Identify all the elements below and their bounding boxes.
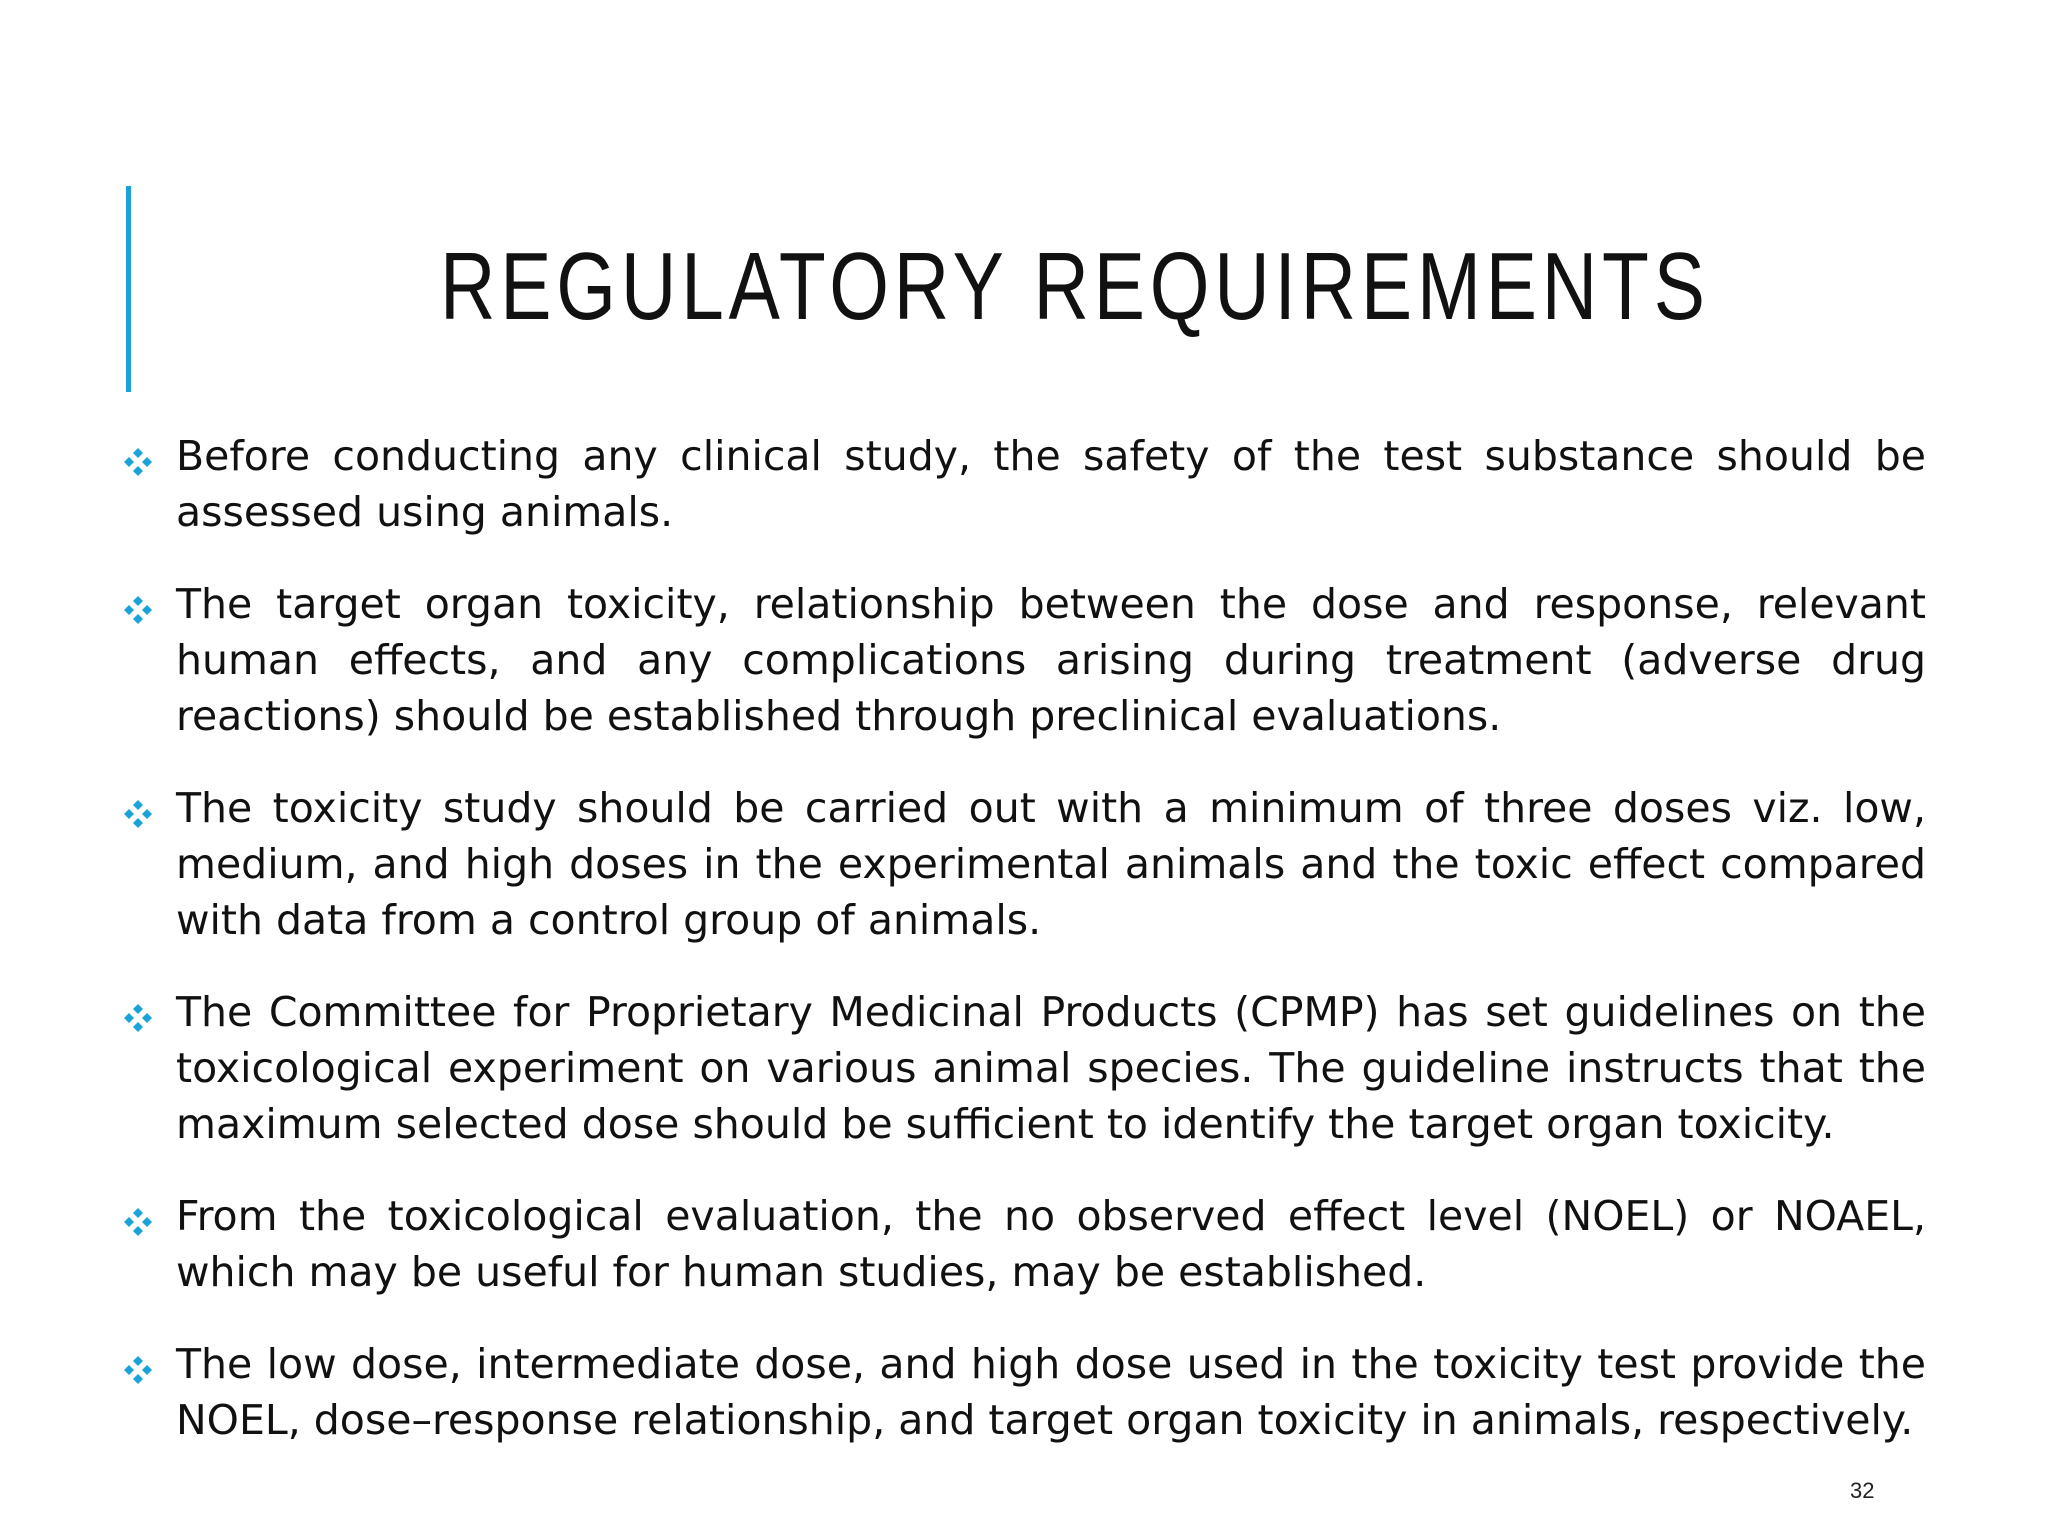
page-number: 32 xyxy=(1850,1478,1875,1503)
bullet-item xyxy=(120,1188,1926,1300)
bullet-item xyxy=(120,780,1926,948)
bullet-text: From the toxicological evaluation, the no observed effect level (NOEL) or NOAEL, which may be useful for human studies, may be established. xyxy=(176,1192,1926,1296)
bullet-text: The low dose, intermediate dose, and high dose used in the toxicity test provide the NOEL, dose–response relationship, and target organ toxicity in animals, respectively. xyxy=(176,1340,1926,1444)
bullet-item xyxy=(120,1336,1926,1448)
four-diamond-icon xyxy=(120,1204,156,1240)
title-accent-bar xyxy=(126,186,131,392)
four-diamond-icon xyxy=(120,444,156,480)
bullet-item xyxy=(120,984,1926,1152)
bullet-text: The toxicity study should be carried out with a minimum of three doses viz. low, medium, and high doses in the experimental animals and the toxic effect compared with data from a control group of animals. xyxy=(176,784,1926,944)
bullet-text: Before conducting any clinical study, the safety of the test substance should be assessed using animals. xyxy=(176,432,1926,536)
four-diamond-icon xyxy=(120,1000,156,1036)
bullet-list xyxy=(120,428,1926,1484)
four-diamond-icon xyxy=(120,796,156,832)
slide-title: REGULATORY REQUIREMENTS xyxy=(440,233,1710,340)
bullet-text: The Committee for Proprietary Medicinal Products (CPMP) has set guidelines on the toxicological experiment on various animal species. The guideline instructs that the maximum selected dose should be sufficient to identify the target organ toxicity. xyxy=(176,988,1926,1148)
bullet-text: The target organ toxicity, relationship between the dose and response, relevant human effects, and any complications arising during treatment (adverse drug reactions) should be established through preclinical evaluations. xyxy=(176,580,1926,740)
four-diamond-icon xyxy=(120,592,156,628)
bullet-item xyxy=(120,576,1926,744)
four-diamond-icon xyxy=(120,1352,156,1388)
bullet-item xyxy=(120,428,1926,540)
